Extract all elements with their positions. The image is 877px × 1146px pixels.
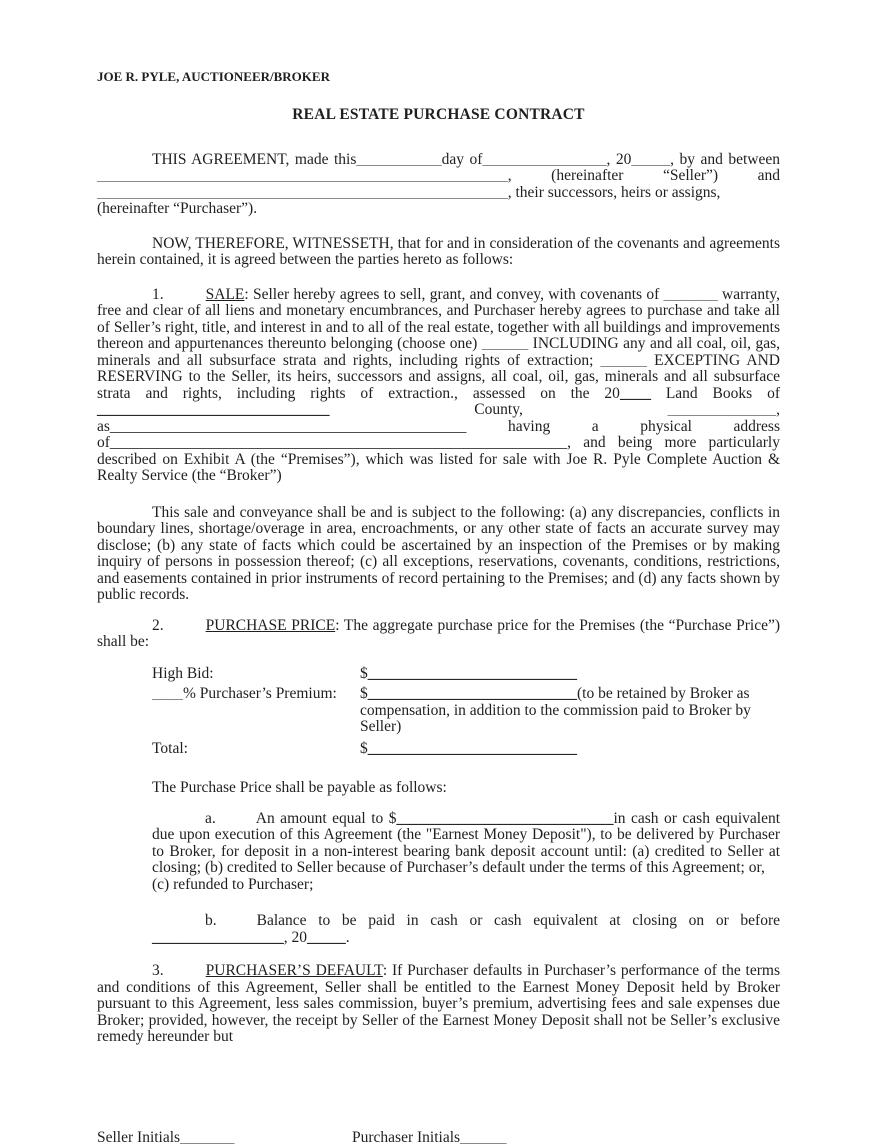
text-run: : The aggregate purchase price for the Premises (the “Purchase Price”) shall be: — [97, 617, 780, 651]
broker-name-header: JOE R. PYLE, AUCTIONEER/BROKER — [97, 69, 780, 84]
price-row-label — [152, 741, 360, 758]
text-run: a. — [205, 810, 216, 827]
price-row-total — [152, 741, 780, 758]
blank-line: _____ — [631, 151, 670, 168]
price-row-value — [360, 686, 780, 736]
text-run: (to be retained by Broker as compensation, in addition to the commission paid to Broker by Seller) — [360, 685, 751, 735]
text-run: warranty, free and clear of all liens and monetary encumbrances, and Purchaser hereby agrees to purchase and take all of Seller’s right, title, and interest in and to all of the real estate, together with all buildings and improvements thereon and appurtenances thereunto belonging (choose one) — [97, 286, 780, 353]
blank-line: _______ — [180, 1129, 234, 1146]
section-2-purchase-price — [97, 618, 780, 651]
text-run: (c) refunded to Purchaser; — [152, 876, 313, 893]
section-3-purchasers-default — [97, 963, 780, 1046]
text-run: b. — [205, 912, 217, 929]
text-run: as______________________________________________ — [97, 418, 466, 435]
blank-line: ___________ — [356, 151, 441, 168]
text-run: INCLUDING any and all coal, oil, gas, minerals and all subsurface strata and rights, including rights of extraction; — [97, 335, 780, 369]
section-1-sale — [97, 287, 780, 485]
price-row-premium — [152, 686, 780, 736]
blank-line: _______ — [664, 286, 718, 303]
text-run: , (hereinafter “Seller”) and — [508, 167, 780, 184]
text-run: (hereinafter “Purchaser”). — [97, 200, 257, 217]
blank-line: ______ — [460, 1129, 507, 1146]
text-run: , 20 — [284, 929, 307, 946]
text-run: An amount equal to $ — [256, 810, 397, 827]
blank-line: ____ — [620, 385, 651, 402]
text-run: 2. — [152, 617, 164, 634]
blank-line: ___________________________ — [368, 685, 577, 702]
blank-line: ____ — [152, 685, 183, 702]
text-run: $ — [360, 685, 368, 702]
text-run: : If Purchaser defaults in Purchaser’s performance of the terms and conditions of this Agreement, Seller shall be entitled to the Earnest Money Deposit held by Broker pursuant to this Agreement, less sales commission, buyer’s premium, advertising fees and sale expenses due Broker; provided, however, the receipt by Seller of the Earnest Money Deposit shall not be Seller’s exclusive remedy hereunder but — [97, 962, 780, 1045]
intro-paragraph — [97, 152, 780, 218]
text-run: . — [346, 929, 350, 946]
text-run: , and being more particularly described on Exhibit A (the “Premises”), which was listed for sale with Joe R. Pyle Complete Auction & Realty Service (the “Broker”) — [97, 434, 780, 484]
blank-line: ___________________________ — [368, 740, 577, 757]
document-body — [97, 152, 780, 1146]
text-run: Seller Initials — [97, 1129, 180, 1146]
initials-footer — [97, 1130, 780, 1146]
text-run: The Purchase Price shall be payable as follows: — [152, 779, 447, 796]
price-row-label — [152, 686, 360, 736]
price-row-value — [360, 666, 780, 683]
blank-line: _____________________________________________________ — [97, 184, 508, 201]
text-run: Balance to be paid in cash or cash equivalent at closing on or before — [257, 912, 780, 929]
text-run: having a physical address — [466, 418, 780, 435]
blank-line: _________________ — [152, 929, 284, 946]
document-title: REAL ESTATE PURCHASE CONTRACT — [97, 107, 780, 124]
text-run: day of — [442, 151, 483, 168]
text-run: Total: — [152, 740, 188, 757]
section-2b-balance — [152, 913, 780, 946]
text-run: This sale and conveyance shall be and is subject to the following: (a) any discrepancies, conflicts in boundary lines, shortage/overage in area, encroachments, or any other state of facts an accurate survey may disclose; (b) any state of facts which could be ascertained by an inspection of the Premises or by making inquiry of persons in possession thereof; (c) all exceptions, reservations, covenants, conditions, restrictions, and easements contained in prior instruments of record pertaining to the Premises; and (d) any facts shown by public records. — [97, 504, 780, 604]
blank-line: ___________________________ — [368, 665, 577, 682]
text-run: , by and between — [670, 151, 780, 168]
text-run: % Purchaser’s Premium: — [183, 685, 337, 702]
text-run: , 20 — [606, 151, 631, 168]
price-row-high-bid — [152, 666, 780, 683]
blank-line: ______________________________ — [97, 401, 330, 418]
witnesseth-paragraph — [97, 236, 780, 269]
initials-field — [352, 1130, 507, 1146]
text-run: County, — [330, 401, 668, 418]
text-run: $ — [360, 740, 368, 757]
price-row-label — [152, 666, 360, 683]
text-run: $ — [360, 665, 368, 682]
section-2a-earnest-money — [152, 811, 780, 894]
text-run: High Bid: — [152, 665, 214, 682]
payable-line — [152, 780, 780, 797]
blank-line: ______ — [601, 352, 648, 369]
text-run: EXCEPTING AND RESERVING to the Seller, its heirs, successors and assigns, all coal, oil, gas, minerals and all subsurface strata and rights, including rights of extraction., assessed on the 20 — [97, 352, 780, 402]
text-run: in cash or cash equivalent due upon execution of this Agreement (the "Earnest Money Deposit"), to be delivered by Purchaser to Broker, for deposit in a non-interest bearing bank deposit account until: (a) credited to Seller at closing; (b) credited to Seller because of Purchaser’s default under the terms of this Agreement; or, — [152, 810, 780, 877]
text-run: THIS AGREEMENT, made this — [152, 151, 356, 168]
sale-subject-paragraph — [97, 505, 780, 604]
text-run: 3. — [152, 962, 164, 979]
blank-line: _____________________________________________________ — [97, 167, 508, 184]
blank-line: ______ — [482, 335, 529, 352]
price-row-value — [360, 741, 780, 758]
text-run: : Seller hereby agrees to sell, grant, and convey, with covenants of — [244, 286, 663, 303]
text-run: 1. — [152, 286, 164, 303]
text-run: Purchaser Initials — [352, 1129, 460, 1146]
text-run: Land Books of — [651, 385, 780, 402]
blank-line: ________________ — [482, 151, 606, 168]
text-run: , their successors, heirs or assigns, — [508, 184, 721, 201]
blank-line: _____ — [307, 929, 346, 946]
text-run: , — [776, 401, 780, 418]
text-run: PURCHASE PRICE — [206, 617, 336, 634]
initials-field — [97, 1130, 352, 1146]
text-run: of___________________________________________________________ — [97, 434, 567, 451]
text-run: NOW, THEREFORE, WITNESSETH, that for and in consideration of the covenants and agreements herein contained, it is agreed between the parties hereto as follows: — [97, 235, 780, 269]
text-run: PURCHASER’S DEFAULT — [206, 962, 383, 979]
blank-line: ______________ — [668, 401, 777, 418]
blank-line: ____________________________ — [396, 810, 613, 827]
text-run: SALE — [206, 286, 245, 303]
